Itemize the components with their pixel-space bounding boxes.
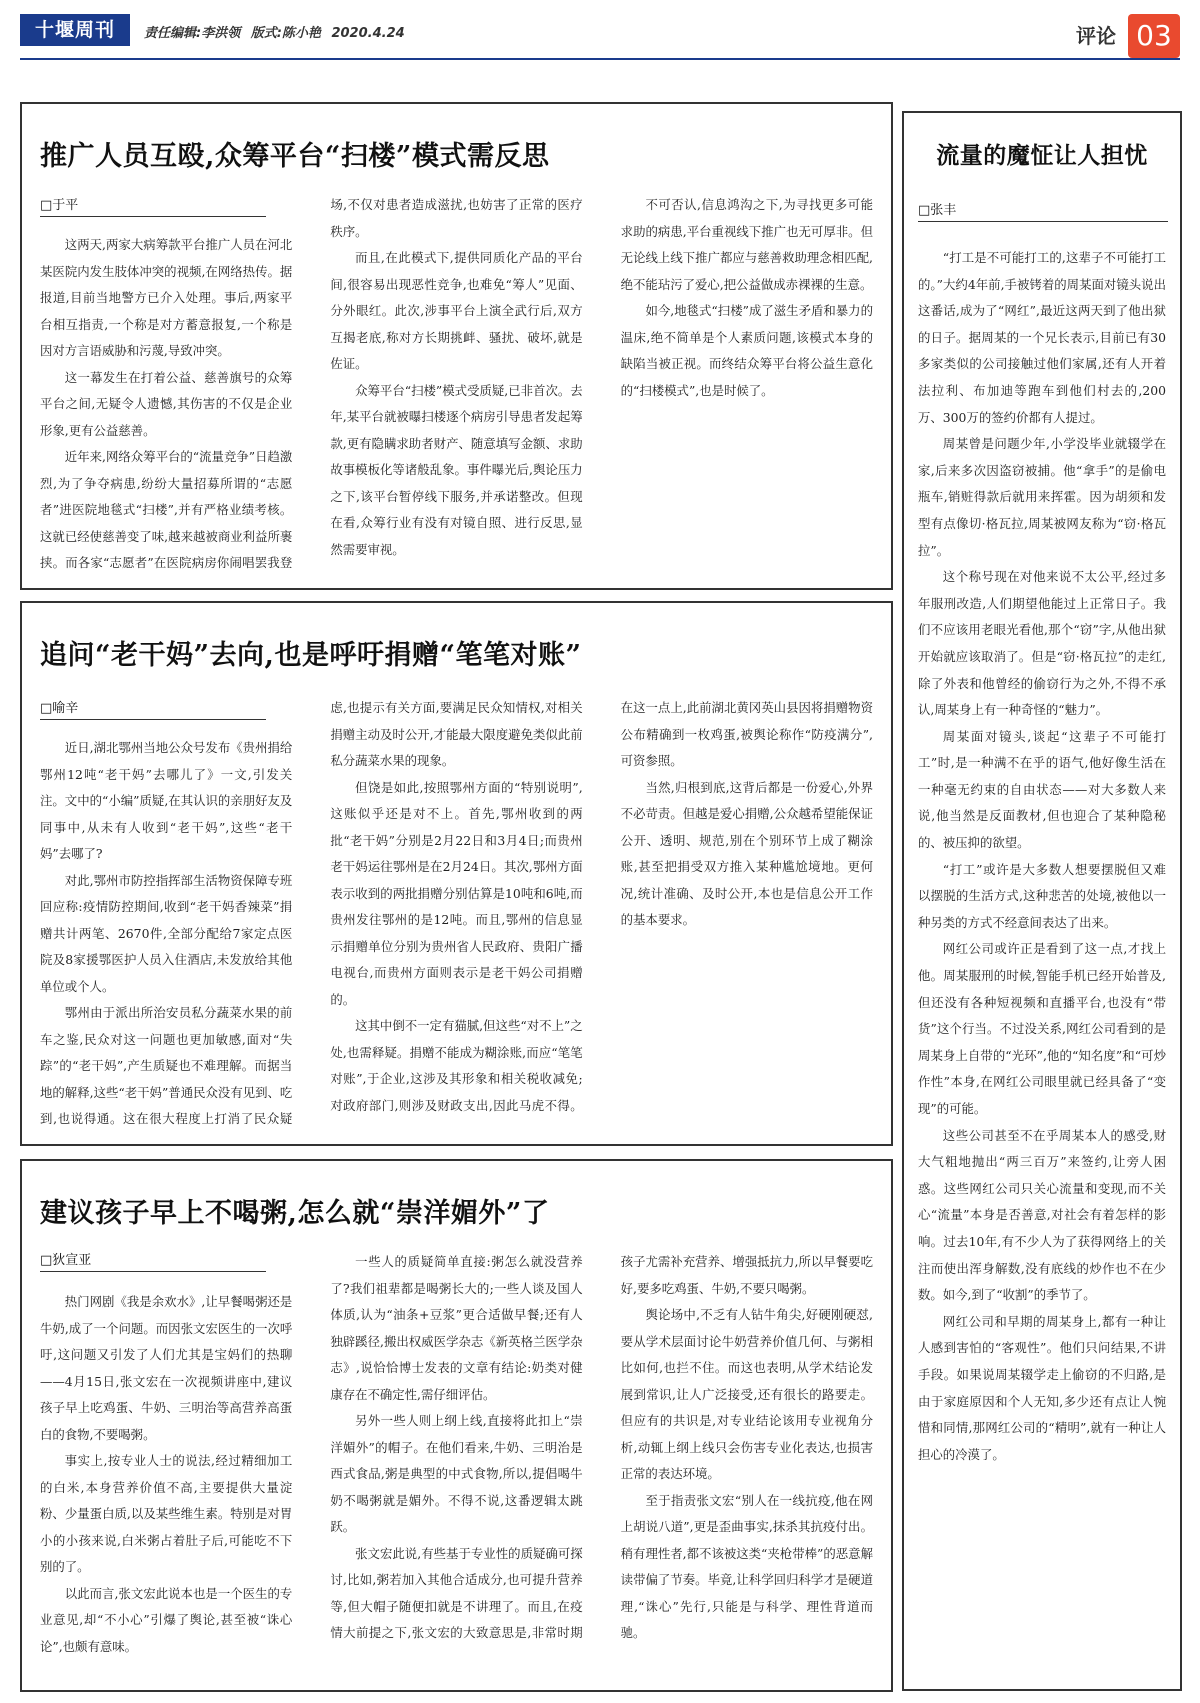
article-3-title: 建议孩子早上不喝粥,怎么就“崇洋媚外”了 [40,1198,550,1229]
sidebar-paragraph: 周某面对镜头,谈起“这辈子不可能打工”时,是一种满不在乎的语气,他好像生活在一种毫无约束的自由状态——对大多数人来说,他当然是反面教材,但也迎合了某种隐秘的、被压抑的欲望。 [918,728,1166,851]
byline-rule [40,1271,266,1272]
article-1-paragraph: 不可否认,信息鸿沟之下,为寻找更多可能求助的病患,平台重视线下推广也无可厚非。但无论线上线下推广都应与慈善救助理念相匹配,绝不能玷污了爱心,把公益做成赤裸裸的生意。 [620,197,873,292]
article-2-paragraph: 近日,湖北鄂州当地公众号发布《贵州捐给鄂州12吨“老干妈”去哪儿了》一文,引发关注。文中的“小编”质疑,在其认识的亲朋好友及同事中,从未有人收到“老干妈”,这些“老干妈”去哪了? [40,740,293,861]
article-3-paragraph: 热门网剧《我是余欢水》,让早餐喝粥还是牛奶,成了一个问题。而因张文宏医生的一次呼吁,这问题又引发了人们尤其是宝妈们的热聊——4月15日,张文宏在一次视频讲座中,建议孩子早上吃鸡蛋、牛奶、三明治等高营养高蛋白的食物,不要喝粥。 [40,1294,293,1442]
article-3-paragraph: 事实上,按专业人士的说法,经过精细加工的白米,本身营养价值不高,主要提供大量淀粉、少量蛋白质,以及某些维生素。特别是对胃小的小孩来说,白米粥占着肚子后,可能吃不下别的了。 [40,1453,293,1574]
article-2-paragraph: 鄂州由于派出所治安员私分蔬菜水果的前车之鉴,民众对这一问题也更加敏感,面对“失踪”的“老干妈”,产生质疑也不难理解。而据当地的解释,这些“老干妈”普通民众没有见到、吃到,也说得通。这在很大程度上打消了民众疑虑,也提示有关方面,要满足民众知情权,对相关捐赠主动及时公开,才能最大限度避免类似此前私分蔬菜水果的现象。 [40,700,583,1126]
article-1-title: 推广人员互殴,众筹平台“扫楼”模式需反思 [40,141,550,172]
sidebar-paragraph: 这个称号现在对他来说不太公平,经过多年服刑改造,人们期望他能过上正常日子。我们不应该用老眼光看他,那个“窃”字,从他出狱开始就应该取消了。但是“窃·格瓦拉”的走红,除了外表和他曾经的偷窃行为之外,不得不承认,周某身上有一种奇怪的“魅力”。 [918,569,1166,718]
newspaper-logo: 十堰周刊 [20,14,130,46]
masthead [20,14,1180,52]
sidebar-paragraph: 网红公司和早期的周某身上,都有一种让人感到害怕的“客观性”。他们只问结果,不讲手段。如果说周某辍学走上偷窃的不归路,是由于家庭原因和个人无知,多少还有点让人惋惜和同情,那网红公司的“精明”,就有一种让人担心的冷漠了。 [918,1313,1166,1462]
sidebar-title: 流量的魔怔让人担忧 [936,142,1148,169]
article-2-paragraph: 对此,鄂州市防控指挥部生活物资保障专班回应称:疫情防控期间,收到“老干妈香辣菜”捐赠共计两笔、2670件,全部分配给7家定点医院及8家援鄂医护人员入住酒店,未发放给其他单位或个人。 [40,872,293,994]
article-3-paragraph: 以此而言,张文宏此说本也是一个医生的专业意见,却“不小心”引爆了舆论,甚至被“诛心论”,也颇有意味。 [40,1585,293,1654]
article-2 [20,601,893,1146]
article-2-body [40,695,873,1135]
header-divider [20,58,1180,60]
sidebar-paragraph: 周某曾是问题少年,小学没毕业就辍学在家,后来多次因盗窃被捕。他“拿手”的是偷电瓶车,销赃得款后就用来挥霍。因为胡须和发型有点像切·格瓦拉,周某被网友称为“窃·格瓦拉”。 [918,436,1166,558]
article-3-body [40,1249,873,1681]
sidebar-paragraph: “打工”或许是大多数人想要摆脱但又难以摆脱的生活方式,这种悲苦的处境,被他以一种另类的方式不经意间表达了出来。 [918,861,1166,930]
article-3 [20,1159,893,1692]
article-1-paragraph: 这一幕发生在打着公益、慈善旗号的众筹平台之间,无疑令人遗憾,其伤害的不仅是企业形象,更有公益慈善。 [40,369,293,438]
article-2-paragraph: 这其中倒不一定有猫腻,但这些“对不上”之处,也需释疑。捐赠不能成为糊涂账,而应“笔笔对账”,于企业,这涉及其形象和相关税收减免;对政府部门,则涉及财政支出,因此马虎不得。在这一点上,此前湖北黄冈英山县因将捐赠物资公布精确到一枚鸡蛋,被舆论称作“防疫满分”,可资参照。 [330,700,873,1113]
article-2-paragraph: 但饶是如此,按照鄂州方面的“特别说明”,这账似乎还是对不上。首先,鄂州收到的两批“老干妈”分别是2月22日和3月4日;而贵州老干妈运往鄂州是在2月24日。其次,鄂州方面表示收到的两批捐赠分别估算是10吨和6吨,而贵州发往鄂州的是12吨。而且,鄂州的信息显示捐赠单位分别为贵州省人民政府、贵阳广播电视台,而贵州方面则表示是老干妈公司捐赠的。 [330,779,583,1007]
section-label: 评论 [1076,24,1116,48]
credits-line [144,22,411,41]
article-1-paragraph: 众筹平台“扫楼”模式受质疑,已非首次。去年,某平台就被曝扫楼逐个病房引导患者发起筹款,更有隐瞒求助者财产、随意填写金额、求助故事模板化等诸般乱象。事件曝光后,舆论压力之下,该平台暂停线下服务,并承诺整改。但现在看,众筹行业有没有对镜自照、进行反思,显然需要审视。 [330,382,583,557]
layout-credit: 版式:陈小艳 [250,26,321,41]
article-3-paragraph: 一些人的质疑简单直接:粥怎么就没营养了?我们祖辈都是喝粥长大的;一些人谈及国人体质,认为“油条+豆浆”更合适做早餐;还有人独辟蹊径,搬出权威医学杂志《新英格兰医学杂志》,说恰恰博士发表的文章有结论:奶类对健康存在不确定性,需仔细评估。 [330,1254,583,1402]
editor-credit: 责任编辑:李洪领 [144,26,241,41]
byline-rule [40,719,266,720]
sidebar-body [918,245,1166,1468]
article-3-paragraph: 另外一些人则上纲上线,直接将此扣上“崇洋媚外”的帽子。在他们看来,牛奶、三明治是西式食品,粥是典型的中式食物,所以,提倡喝牛奶不喝粥就是媚外。不得不说,这番逻辑太跳跃。 [330,1413,583,1534]
article-1-paragraph: 而且,在此模式下,提供同质化产品的平台间,很容易出现恶性竞争,也难免“筹人”见面、分外眼红。此次,涉事平台上演全武行后,双方互揭老底,称对方长期挑衅、骚扰、破坏,就是佐证。 [330,250,583,371]
article-1-paragraph: 近年来,网络众筹平台的“流量竞争”日趋激烈,为了争夺病患,纷纷大量招募所谓的“志愿者”进医院地毯式“扫楼”,并有严格业绩考核。这就已经使慈善变了味,越来越被商业利益所裹挟。而各家“志愿者”在医院病房你闹唱罢我登场,不仅对患者造成滋扰,也妨害了正常的医疗秩序。 [40,197,583,570]
article-2-author: □喻辛 [40,701,79,716]
article-1-author: □于平 [40,198,79,213]
page-number-badge: 03 [1128,14,1180,58]
sidebar-article [902,111,1182,1691]
article-1-body [40,192,873,582]
article-2-title: 追问“老干妈”去向,也是呼吁捐赠“笔笔对账” [40,640,582,671]
issue-date: 2020.4.24 [331,26,405,41]
article-3-paragraph: 张文宏此说,有些基于专业性的质疑确可探讨,比如,粥若加入其他合适成分,也可提升营养等,但大帽子随便扣就是不讲理了。而且,在疫情大前提之下,张文宏的大致意思是,非常时期孩子尤需补充营养、增强抵抗力,所以早餐要吃好,要多吃鸡蛋、牛奶,不要只喝粥。 [330,1254,873,1640]
article-3-paragraph: 舆论场中,不乏有人钻牛角尖,好硬刚硬怼,要从学术层面讨论牛奶营养价值几何、与粥相比如何,也拦不住。而这也表明,从学术结论发展到常识,让人广泛接受,还有很长的路要走。但应有的共识是,对专业结论该用专业视角分析,动辄上纲上线只会伤害专业化表达,也损害正常的表达环境。 [620,1307,873,1481]
byline-rule [40,216,266,217]
article-1 [20,102,893,590]
article-3-author: □狄宣亚 [40,1253,92,1268]
article-1-paragraph: 这两天,两家大病筹款平台推广人员在河北某医院内发生肢体冲突的视频,在网络热传。据报道,目前当地警方已介入处理。事后,两家平台相互指责,一个称是对方蓄意报复,一个称是因对方言语威胁和污蔑,导致冲突。 [40,237,293,358]
sidebar-author: □张丰 [918,203,957,218]
article-1-paragraph: 如今,地毯式“扫楼”成了滋生矛盾和暴力的温床,绝不简单是个人素质问题,该模式本身的缺陷当被正视。而终结众筹平台将公益生意化的“扫楼模式”,也是时候了。 [620,303,873,398]
article-2-paragraph: 当然,归根到底,这背后都是一份爱心,外界不必苛责。但越是爱心捐赠,公众越希望能保证公开、透明、规范,别在个别环节上成了糊涂账,甚至把捐受双方推入某种尴尬境地。更何况,统计准确、及时公开,本也是信息公开工作的基本要求。 [620,779,873,927]
sidebar-paragraph: “打工是不可能打工的,这辈子不可能打工的。”大约4年前,手被铐着的周某面对镜头说出这番话,成为了“网红”,最近这两天到了他出狱的日子。据周某的一个兄长表示,目前已有30多家类似的公司接触过他们家属,还有人开着法拉利、布加迪等跑车到他们村去的,200万、300万的签约价都有人提过。 [918,250,1166,425]
sidebar-paragraph: 网红公司或许正是看到了这一点,才找上他。周某服刑的时候,智能手机已经开始普及,但还没有各种短视频和直播平台,也没有“带货”这个行当。不过没关系,网红公司看到的是周某身上自带的“光环”,他的“知名度”和“可炒作性”本身,在网红公司眼里就已经具备了“变现”的可能。 [918,941,1166,1116]
article-3-paragraph: 至于指责张文宏“别人在一线抗疫,他在网上胡说八道”,更是歪曲事实,抹杀其抗疫付出。稍有理性者,都不该被这类“夹枪带棒”的恶意解读带偏了节奏。毕竟,让科学回归科学才是硬道理,“诛心”先行,只能是与科学、理性背道而驰。 [620,1492,873,1640]
byline-rule [918,221,1168,222]
sidebar-paragraph: 这些公司甚至不在乎周某本人的感受,财大气粗地抛出“两三百万”来签约,让旁人困惑。这些网红公司只关心流量和变现,而不关心“流量”本身是否善意,对社会有着怎样的影响。过去10年,有不少人为了获得网络上的关注而使出浑身解数,没有底线的炒作也不在少数。如今,到了“收割”的季节了。 [918,1127,1166,1303]
